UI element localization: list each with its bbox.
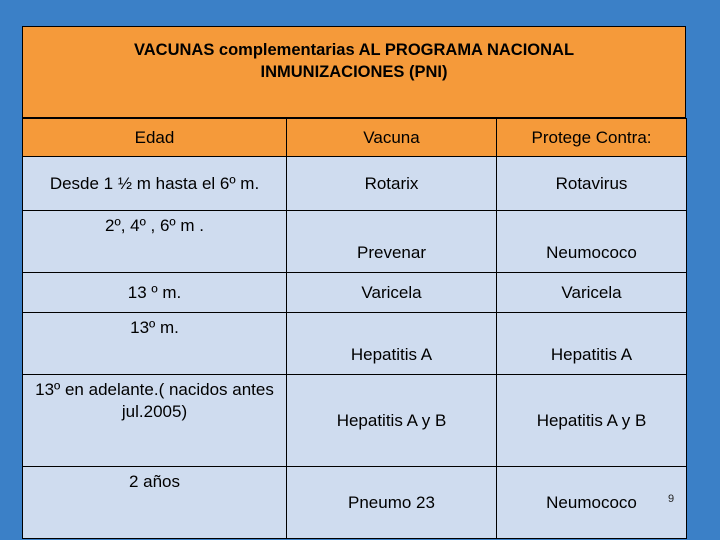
table-row	[23, 313, 687, 375]
title-line-1: VACUNAS complementarias AL PROGRAMA NACIONAL	[133, 41, 575, 59]
cell-edad: Desde 1 ½ m hasta el 6º m.	[23, 157, 287, 211]
header-protege-contra: Protege Contra:	[497, 119, 687, 157]
cell-vacuna: Rotarix	[287, 157, 497, 211]
cell-vacuna: Varicela	[287, 273, 497, 313]
table-row	[23, 273, 687, 313]
cell-vacuna: Prevenar	[287, 211, 497, 273]
header-edad: Edad	[23, 119, 287, 157]
title-line-2: INMUNIZACIONES (PNI)	[260, 63, 448, 81]
cell-protege: Neumococo	[497, 467, 687, 539]
cell-protege: Hepatitis A y B	[497, 375, 687, 467]
table-header-row	[23, 119, 687, 157]
table-row	[23, 211, 687, 273]
cell-edad: 13º m.	[23, 313, 287, 375]
cell-edad: 13º en adelante.( nacidos antes jul.2005)	[23, 375, 287, 467]
cell-protege: Hepatitis A	[497, 313, 687, 375]
cell-vacuna: Hepatitis A y B	[287, 375, 497, 467]
table-row	[23, 375, 687, 467]
title-box	[22, 26, 686, 118]
cell-protege: Rotavirus	[497, 157, 687, 211]
cell-protege: Varicela	[497, 273, 687, 313]
cell-edad: 13 º m.	[23, 273, 287, 313]
vaccine-table	[22, 118, 687, 539]
header-vacuna: Vacuna	[287, 119, 497, 157]
cell-vacuna: Pneumo 23	[287, 467, 497, 539]
cell-vacuna: Hepatitis A	[287, 313, 497, 375]
cell-edad: 2º, 4º , 6º m .	[23, 211, 287, 273]
page-number: 9	[668, 493, 675, 505]
cell-protege: Neumococo	[497, 211, 687, 273]
table-row	[23, 157, 687, 211]
table-row	[23, 467, 687, 539]
cell-edad: 2 años	[23, 467, 287, 539]
